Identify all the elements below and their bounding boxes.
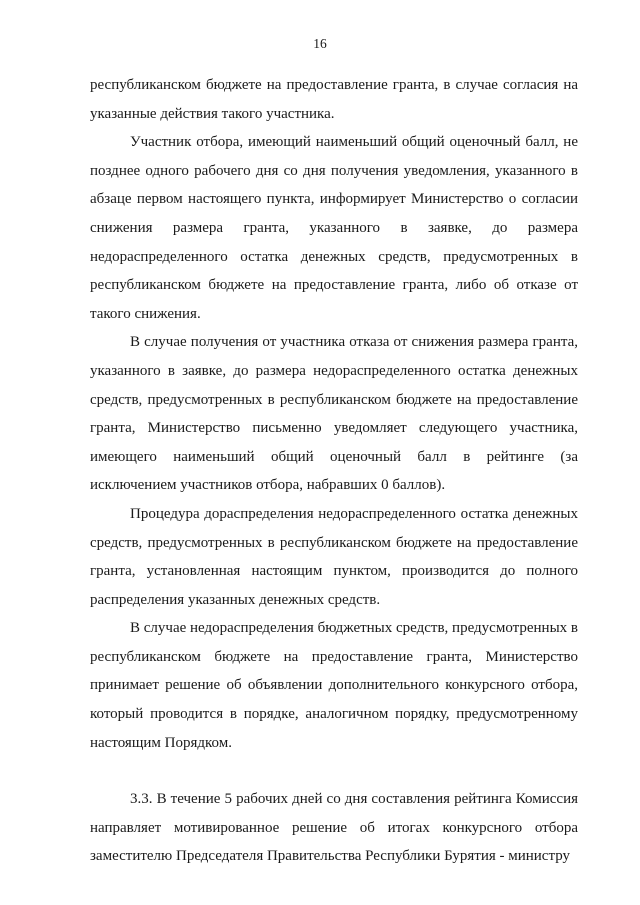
document-body [90,71,578,871]
paragraph-continuation: республиканском бюджете на предоставление гранта, в случае согласия на указанные действия такого участника. [90,77,578,122]
page-number: 16 [313,36,327,51]
paragraph-additional-selection: В случае недораспределения бюджетных средств, предусмотренных в республиканском бюджете на предоставление гранта, Министерство принимает решение об объявлении дополнительного конкурсного отбора, который проводится в порядке, аналогичном порядку, предусмотренному настоящим Порядком. [90,620,578,751]
paragraph-section-3-3: 3.3. В течение 5 рабочих дней со дня составления рейтинга Комиссия направляет мотивированное решение об итогах конкурсного отбора заместителю Председателя Правительства Республики Бурятия - министру [90,791,578,865]
paragraph-refusal-notification: В случае получения от участника отказа от снижения размера гранта, указанного в заявке, до размера недораспределенного остатка денежных средств, предусмотренных в республиканском бюджете на предоставление гранта, Министерство письменно уведомляет следующего участника, имеющего наименьший общий оценочный балл в рейтинге (за исключением участников отбора, набравших 0 баллов). [90,334,578,494]
paragraph-participant-consent: Участник отбора, имеющий наименьший общий оценочный балл, не позднее одного рабочего дня со дня получения уведомления, указанного в абзаце первом настоящего пункта, информирует Министерство о согласии снижения размера гранта, указанного в заявке, до размера недораспределенного остатка денежных средств, предусмотренных в республиканском бюджете на предоставление гранта, либо об отказе от такого снижения. [90,134,578,322]
paragraph-redistribution-procedure: Процедура дораспределения недораспределенного остатка денежных средств, предусмотренных в республиканском бюджете на предоставление гранта, установленная настоящим пунктом, производится до полного распределения указанных денежных средств. [90,505,578,608]
